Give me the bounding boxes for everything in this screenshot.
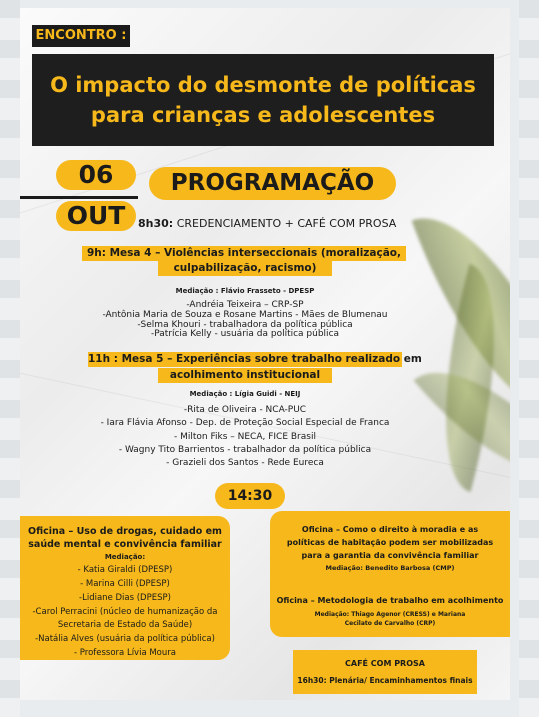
oficina-title: políticas de habitação podem ser mobilizadas — [286, 538, 494, 547]
mesa4-title: culpabilização, racismo) — [158, 261, 332, 276]
title-line: O impacto do desmonte de políticas — [50, 73, 476, 97]
oficina-title: Oficina – Como o direito à moradia e as — [301, 525, 479, 534]
speaker-item: -Selma Khouri - trabalhadora da política pública — [137, 320, 353, 330]
cafe-title: CAFÉ COM PROSA — [345, 659, 425, 668]
mesa4-mediacao: Mediação : Flávio Frasseto - DPESP — [175, 287, 315, 295]
credenciamento-line — [138, 217, 396, 230]
afternoon-time: 14:30 — [215, 483, 285, 509]
oficina-title: saúde mental e convivência familiar — [28, 539, 222, 550]
speaker-item: - Grazieli dos Santos - Rede Eureca — [166, 458, 324, 468]
credenciamento-text: CREDENCIAMENTO + CAFÉ COM PROSA — [173, 217, 397, 230]
background-strip-right — [519, 0, 539, 717]
oficina-item: -Carol Perracini (núcleo de humanização da — [32, 607, 218, 617]
mesa5-title: acolhimento institucional — [158, 368, 332, 383]
oficina-mediacao: Cecilato de Carvalho (CRP) — [344, 620, 436, 627]
date-day: 06 — [56, 160, 136, 190]
mesa5-mediacao: Mediação : Lígia Guidi - NEIJ — [189, 390, 301, 398]
credenciamento-time: 8h30: — [138, 217, 174, 230]
event-poster — [20, 8, 510, 700]
oficina-drogas-box — [20, 516, 230, 660]
event-title — [32, 54, 494, 146]
speaker-item: - Wagny Tito Barrientos - trabalhador da política pública — [118, 445, 372, 455]
speaker-item: -Rita de Oliveira - NCA-PUC — [183, 405, 307, 415]
programacao-heading: PROGRAMAÇÃO — [149, 167, 396, 200]
background-strip-left — [0, 0, 20, 717]
oficina-mediacao: Mediação: Benedito Barbosa (CMP) — [325, 564, 455, 572]
oficina-item: -Natália Alves (usuária da política pública) — [35, 634, 215, 644]
speaker-item: -Antônia Maria de Souza e Rosane Martins - Mães de Blumenau — [102, 310, 388, 320]
oficina-item: Secretaria de Estado da Saúde) — [57, 620, 193, 630]
speaker-item: - Iara Flávia Afonso - Dep. de Proteção Social Especial de Franca — [100, 418, 390, 428]
title-line: para crianças e adolescentes — [90, 103, 436, 127]
oficina-title: para a garantia da convivência familiar — [301, 551, 479, 560]
oficina-title: Oficina – Uso de drogas, cuidado em — [28, 526, 222, 537]
oficina-mediacao: Mediação: Thiago Agenor (CRESS) e Mariana — [314, 611, 466, 618]
oficina-item: - Professora Lívia Moura — [74, 648, 176, 658]
speaker-item: - Milton Fiks – NECA, FICE Brasil — [174, 432, 316, 442]
cafe-box — [293, 650, 477, 694]
oficina-mediacao-label: Mediação: — [104, 553, 146, 561]
oficina-moradia-box — [270, 511, 510, 637]
date-divider — [20, 196, 138, 199]
encontro-label: ENCONTRO : — [32, 25, 130, 47]
speaker-item: -Patrícia Kelly - usuária da política pública — [150, 329, 340, 339]
speaker-item: -Andréia Teixeira – CRP-SP — [186, 300, 304, 310]
oficina-item: - Marina Cilli (DPESP) — [80, 579, 170, 589]
oficina-item: -Lidiane Dias (DPESP) — [79, 593, 171, 603]
mesa4-title: 9h: Mesa 4 – Violências interseccionais (moralização, — [82, 246, 406, 261]
date-month: OUT — [56, 201, 136, 231]
plenaria-line: 16h30: Plenária/ Encaminhamentos finais — [297, 676, 473, 685]
oficina-title: Oficina – Metodologia de trabalho em acolhimento — [276, 596, 504, 605]
mesa5-title: 11h : Mesa 5 – Experiências sobre trabalho realizado em — [88, 353, 422, 365]
oficina-item: - Katia Giraldi (DPESP) — [77, 565, 173, 575]
